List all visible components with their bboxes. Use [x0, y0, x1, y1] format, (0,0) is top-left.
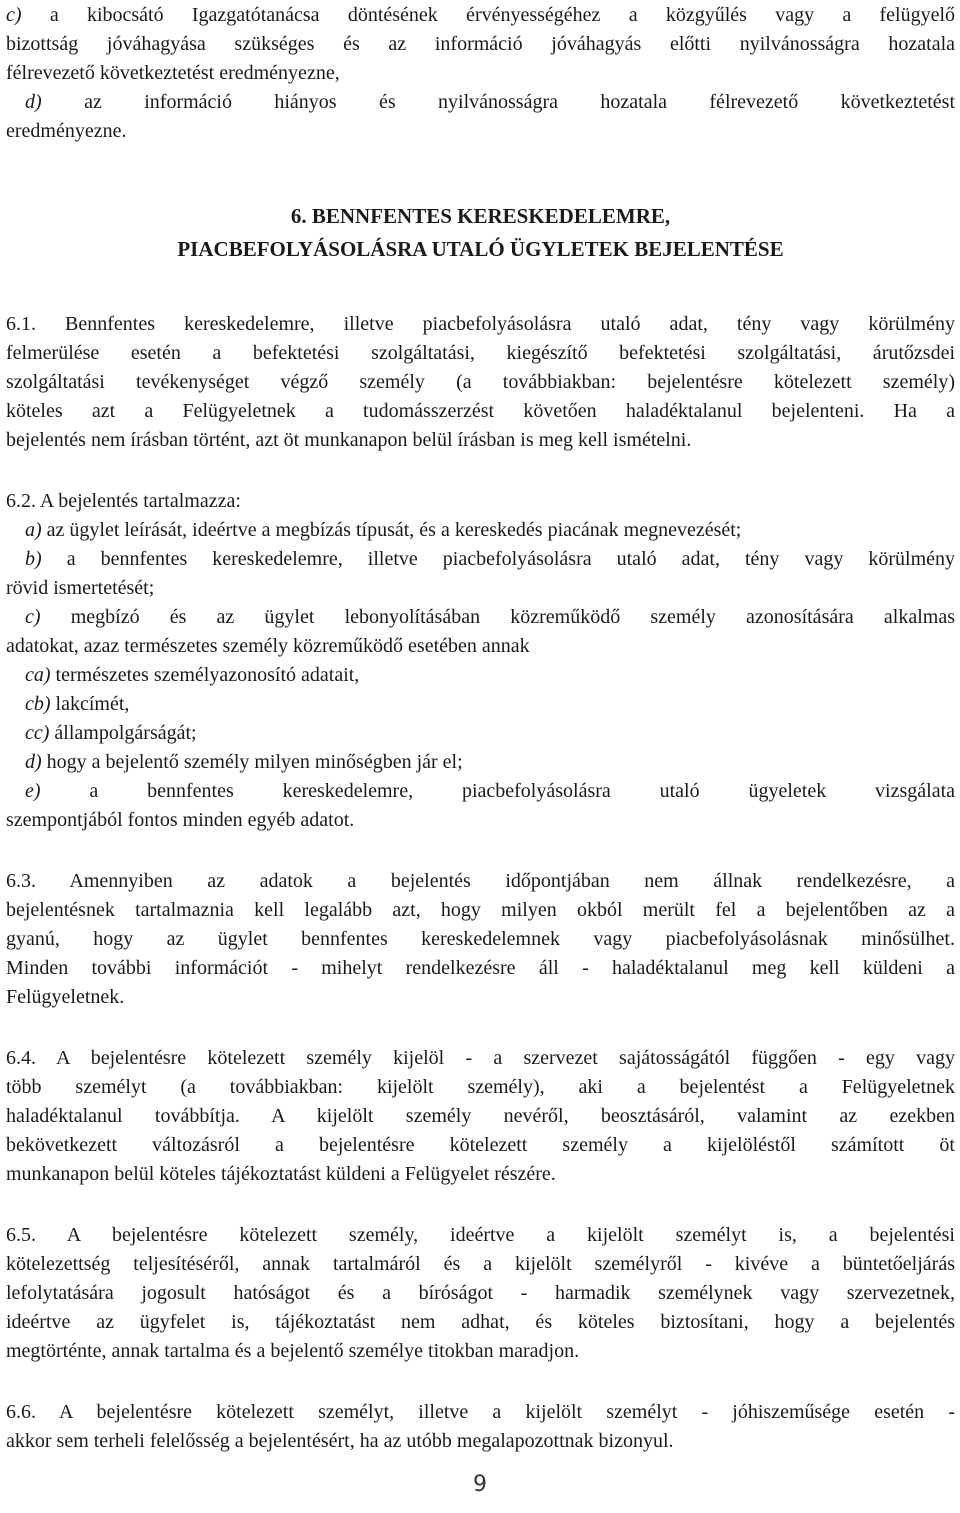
list-item-a: a) az ügylet leírását, ideértve a megbízás típusát, és a kereskedés piacának megnevezését;: [25, 519, 742, 541]
paragraph-line: Felügyeletnek.: [6, 986, 125, 1008]
list-item-e: e) a bennfentes kereskedelemre, piacbefolyásolásra utaló ügyeletek vizsgálata: [25, 780, 956, 802]
paragraph-line: félrevezető következtetést eredményezne,: [6, 62, 340, 84]
paragraph-line: bejelentés nem írásban történt, azt öt munkanapon belül írásban is meg kell ismételni.: [6, 429, 692, 451]
paragraph-line: 6.6. A bejelentésre kötelezett személyt, illetve a kijelölt személyt - jóhiszeműsége esetén -: [6, 1401, 955, 1423]
paragraph-line: a kibocsátó Igazgatótanácsa döntésének érvényességéhez a közgyűlés vagy a felügyelő: [49, 4, 955, 26]
paragraph-line: munkanapon belül köteles tájékoztatást küldeni a Felügyelet részére.: [6, 1163, 556, 1185]
section-6-6: [6, 1398, 955, 1456]
section-6-3: [6, 867, 955, 1012]
section-heading: [6, 200, 955, 266]
paragraph-line: szolgáltatási tevékenységet végző személy (a továbbiakban: bejelentésre kötelezett személy): [6, 371, 955, 393]
item-marker: c): [6, 4, 22, 26]
paragraph-line: 6.4. A bejelentésre kötelezett személy kijelöl - a szervezet sajátosságától függően - egy vagy: [6, 1047, 955, 1069]
item-marker: d): [25, 751, 42, 773]
heading-line-1: 6. BENNFENTES KERESKEDELEMRE,: [290, 204, 671, 228]
list-item-ca: ca) természetes személyazonosító adatait,: [25, 664, 360, 686]
paragraph-line: lefolytatására jogosult hatóságot és a bíróságot - harmadik személynek vagy szervezetnek,: [6, 1282, 955, 1304]
list-item-cc: cc) állampolgárságát;: [25, 722, 197, 744]
list-item-c: c) megbízó és az ügylet lebonyolításában közreműködő személy azonosítására alkalmas: [25, 606, 955, 628]
item-marker: cc): [25, 722, 50, 744]
item-marker: d): [25, 91, 42, 113]
paragraph-line: szempontjából fontos minden egyéb adatot.: [6, 809, 355, 831]
section-6-4: [6, 1044, 955, 1189]
list-item-c: [6, 1, 955, 88]
item-marker: a): [25, 519, 42, 541]
paragraph-line: bekövetkezett változásról a bejelentésre kötelezett személy a kijelöléstől számított öt: [6, 1134, 955, 1156]
item-marker: ca): [25, 664, 51, 686]
paragraph-line: 6.1. Bennfentes kereskedelemre, illetve piacbefolyásolásra utaló adat, tény vagy körülmény: [6, 313, 955, 335]
paragraph-line: bizottság jóváhagyása szükséges és az információ jóváhagyás előtti nyilvánosságra hozatala: [6, 33, 955, 55]
paragraph-line: bejelentésnek tartalmaznia kell legalább azt, hogy milyen okból merült fel a bejelentőben az a: [6, 899, 955, 921]
paragraph-line: Minden további információt - mihelyt rendelkezésre áll - haladéktalanul meg kell küldeni a: [6, 957, 955, 979]
section-6-5: [6, 1221, 955, 1366]
paragraph-line: eredményezne.: [6, 120, 127, 142]
paragraph-line: ideértve az ügyfelet is, tájékoztatást nem adhat, és köteles biztosítani, hogy a bejelentés: [6, 1311, 955, 1333]
paragraph-line: az információ hiányos és nyilvánosságra hozatala félrevezető következtetést: [84, 91, 956, 113]
paragraph-line: kötelezettség teljesítéséről, annak tartalmáról és a kijelölt személyről - kivéve a büntetőeljárás: [6, 1253, 955, 1275]
list-item-b: b) a bennfentes kereskedelemre, illetve piacbefolyásolásra utaló adat, tény vagy körülmény: [25, 548, 956, 570]
paragraph-line: több személyt (a továbbiakban: kijelölt személy), aki a bejelentést a Felügyeletnek: [6, 1076, 955, 1098]
paragraph-line: felmerülése esetén a befektetési szolgáltatási, kiegészítő befektetési szolgáltatási, árutőzsdei: [6, 342, 955, 364]
paragraph-line: köteles azt a Felügyeletnek a tudomásszerzést követően haladéktalanul bejelenteni. Ha a: [6, 400, 955, 422]
list-item-cb: cb) lakcímét,: [25, 693, 130, 715]
paragraph-line: haladéktalanul továbbítja. A kijelölt személy nevéről, beosztásáról, valamint az ezekben: [6, 1105, 955, 1127]
section-6-1: [6, 310, 955, 455]
item-marker: b): [25, 548, 42, 570]
paragraph-line: 6.5. A bejelentésre kötelezett személy, ideértve a kijelölt személyt is, a bejelentési: [6, 1224, 955, 1246]
item-marker: c): [25, 606, 41, 628]
paragraph-line: rövid ismertetését;: [6, 577, 155, 599]
item-marker: e): [25, 780, 41, 802]
list-item-d: [6, 88, 955, 146]
page-number: 9: [473, 1472, 487, 1497]
paragraph-line: 6.2. A bejelentés tartalmazza:: [6, 490, 241, 512]
paragraph-line: adatokat, azaz természetes személy közreműködő esetében annak: [6, 635, 530, 657]
paragraph-line: gyanú, hogy az ügylet bennfentes kereskedelemnek vagy piacbefolyásolásnak minősülhet.: [6, 928, 955, 950]
heading-line-2: PIACBEFOLYÁSOLÁSRA UTALÓ ÜGYLETEK BEJELENTÉSE: [177, 237, 784, 261]
section-6-2: [6, 487, 955, 835]
list-item-d: d) hogy a bejelentő személy milyen minőségben jár el;: [25, 751, 463, 773]
document-page: [6, 0, 955, 1456]
paragraph-line: 6.3. Amennyiben az adatok a bejelentés időpontjában nem állnak rendelkezésre, a: [6, 870, 955, 892]
paragraph-line: megtörténte, annak tartalma és a bejelentő személye titokban maradjon.: [6, 1340, 580, 1362]
item-marker: cb): [25, 693, 51, 715]
paragraph-line: akkor sem terheli felelősség a bejelentésért, ha az utóbb megalapozottnak bizonyul.: [6, 1430, 674, 1452]
